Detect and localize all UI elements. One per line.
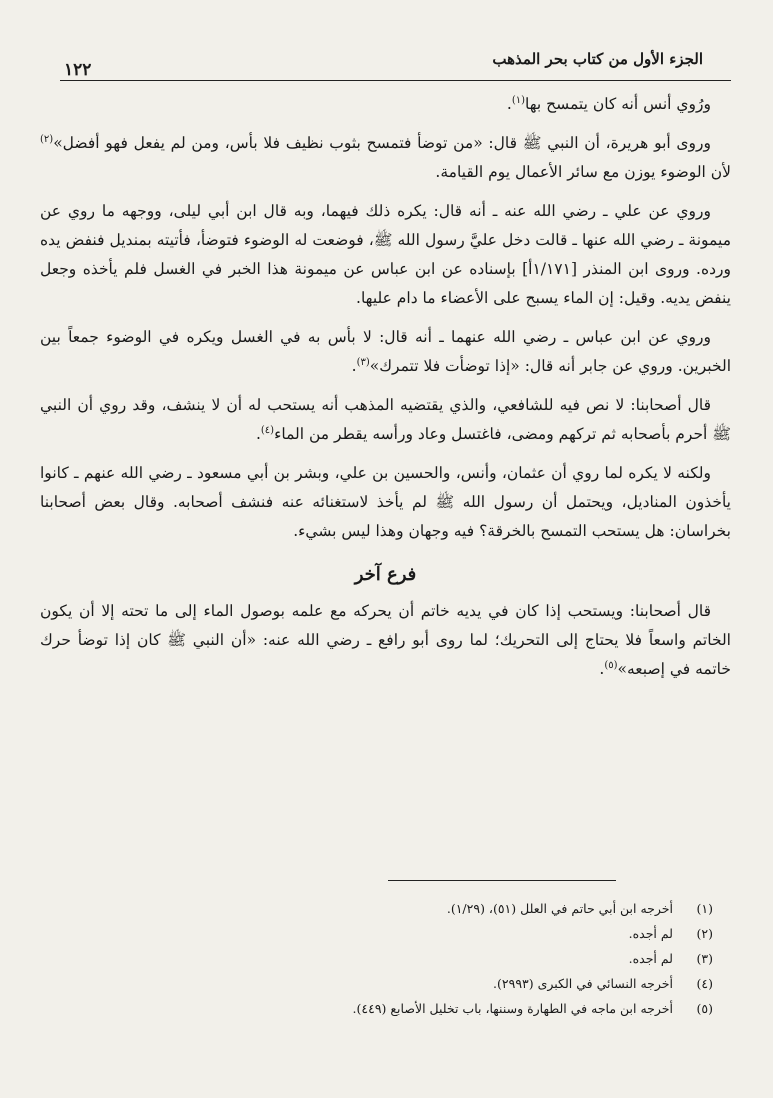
footnotes xyxy=(60,896,713,1021)
paragraph-5: قال أصحابنا: لا نص فيه للشافعي، والذي يقتضيه المذهب أنه يستحب له أن لا ينشف، وقد روي أن النبي ﷺ أحرم بأصحابه ثم تركهم ومضى، فاغتسل وعاد ورأسه يقطر من الماء$^{(٤)}$. xyxy=(40,396,731,443)
paragraph-3: وروي عن علي ـ رضي الله عنه ـ أنه قال: يكره ذلك فيهما، وبه قال ابن أبي ليلى، ووجهه ما روي عن ميمونة ـ رضي الله عنها ـ قالت دخل عليَّ رسول الله ﷺ، فوضعت له الوضوء فتوضأ، فأتيته بمنديل فنفض يده ورده. وروى ابن المنذر [١/١٧١أ] بإسناده عن ابن عباس عن ميمونة هذا الخبر في الغسل فلم يأخذه وجعل ينفض يديه. وقيل: إن الماء يسبح على الأعضاء ما دام عليها. xyxy=(40,202,731,307)
paragraph-7: قال أصحابنا: ويستحب إذا كان في يديه خاتم أن يحركه مع علمه بوصول الماء إلى ما تحته إلا أن يكون الخاتم واسعاً فلا يحتاج إلى التحريك؛ لما روى أبو رافع ـ رضي الله عنه: «أن النبي ﷺ كان إذا توضأ حرك خاتمه في إصبعه»$^{(٥)}$. xyxy=(40,602,731,678)
footnote-number: (٤) xyxy=(696,976,713,991)
main-text xyxy=(40,90,731,694)
footnote-text: أخرجه النسائي في الكبرى (٢٩٩٣). xyxy=(493,976,673,991)
footnote-item xyxy=(60,996,713,1021)
footnote-number: (٢) xyxy=(696,926,713,941)
footnote-item xyxy=(60,896,713,921)
paragraph-4: وروي عن ابن عباس ـ رضي الله عنهما ـ أنه قال: لا بأس به في الغسل ويكره في الوضوء جمعاً بين الخبرين. وروي عن جابر أنه قال: «إذا توضأت فلا تتمرك»$^{(٣)}$. xyxy=(40,328,731,375)
paragraph-6: ولكنه لا يكره لما روي أن عثمان، وأنس، والحسين بن علي، وبشر بن أبي مسعود ـ رضي الله عنهم ـ كانوا يأخذون المناديل، ويحتمل أن رسول الله ﷺ لم يأخذ لاستغنائه عنه فنشف أصحابه. وقال بعض أصحابنا بخراسان: هل يستحب التمسح بالخرقة؟ فيه وجهان وهذا ليس بشيء. xyxy=(40,464,731,540)
footnote-ref-2[interactable]: (٢) xyxy=(40,133,54,145)
footnote-ref-3[interactable]: (٣) xyxy=(356,356,370,368)
footnote-item xyxy=(60,921,713,946)
footnote-ref-1[interactable]: (١) xyxy=(511,94,525,106)
footnote-text: أخرجه ابن أبي حاتم في العلل (٥١)، (١/٢٩). xyxy=(446,901,673,916)
footnote-ref-4[interactable]: (٤) xyxy=(260,424,275,436)
footnote-text: أخرجه ابن ماجه في الطهارة وسننها، باب تخليل الأصابع (٤٤٩). xyxy=(352,1001,673,1016)
footnote-number: (٣) xyxy=(696,951,713,966)
section-heading: فرع آخر xyxy=(354,564,417,585)
footnote-item xyxy=(60,971,713,996)
footnote-number: (١) xyxy=(696,901,713,916)
footnote-item xyxy=(60,946,713,971)
header-divider xyxy=(60,80,731,81)
footnote-text: لم أجده. xyxy=(628,951,673,966)
footnote-divider xyxy=(388,880,616,881)
footnote-number: (٥) xyxy=(696,1001,713,1016)
paragraph-1: ورُوي أنس أنه كان يتمسح بها$^{(١)}$. xyxy=(506,94,711,113)
footnote-ref-5[interactable]: (٥) xyxy=(604,659,618,671)
paragraph-2: وروى أبو هريرة، أن النبي ﷺ قال: «من توضأ فتمسح بثوب نظيف فلا بأس، ومن لم يفعل فهو أفضل»$^{(٢)}$ لأن الوضوء يوزن مع سائر الأعمال يوم القيامة. xyxy=(40,133,731,181)
running-title: الجزء الأول من كتاب بحر المذهب xyxy=(492,50,703,68)
running-head xyxy=(52,44,733,80)
page-number: ١٢٢ xyxy=(64,60,92,80)
footnote-text: لم أجده. xyxy=(628,926,673,941)
